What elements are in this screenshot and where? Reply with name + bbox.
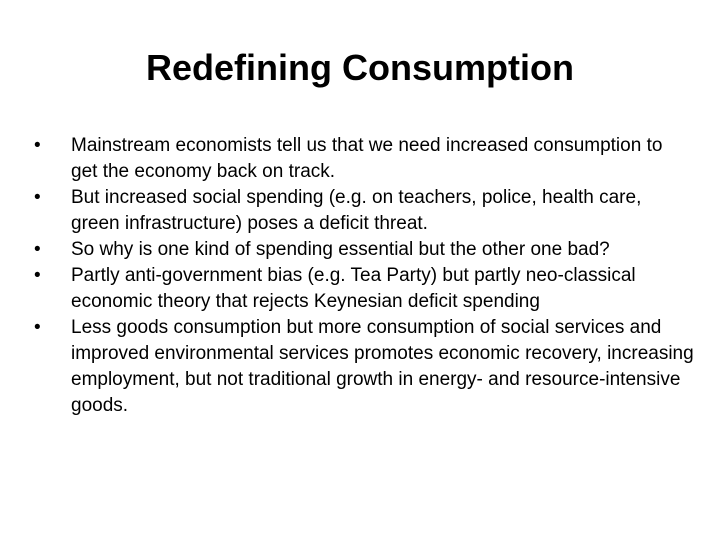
bullet-dot-icon: •	[34, 239, 41, 260]
bullet-item	[34, 315, 694, 419]
bullet-item	[34, 185, 694, 237]
bullet-list	[34, 133, 694, 419]
bullet-item	[34, 133, 694, 185]
bullet-text: But increased social spending (e.g. on teachers, police, health care, green infrastructure) poses a deficit threat.	[71, 187, 642, 234]
bullet-text: Mainstream economists tell us that we need increased consumption to get the economy back on track.	[71, 135, 663, 182]
bullet-text: Partly anti-government bias (e.g. Tea Party) but partly neo-classical economic theory that rejects Keynesian deficit spending	[71, 265, 636, 312]
slide-title: Redefining Consumption	[146, 47, 574, 88]
bullet-item	[34, 263, 694, 315]
bullet-dot-icon: •	[34, 187, 41, 208]
bullet-dot-icon: •	[34, 265, 41, 286]
bullet-dot-icon: •	[34, 135, 41, 156]
bullet-text: So why is one kind of spending essential but the other one bad?	[71, 239, 610, 260]
bullet-item	[34, 237, 694, 263]
bullet-dot-icon: •	[34, 317, 41, 338]
bullet-text: Less goods consumption but more consumption of social services and improved environmental services promotes economic recovery, increasing employment, but not traditional growth in energy- and resource-intensive goods.	[71, 317, 694, 416]
